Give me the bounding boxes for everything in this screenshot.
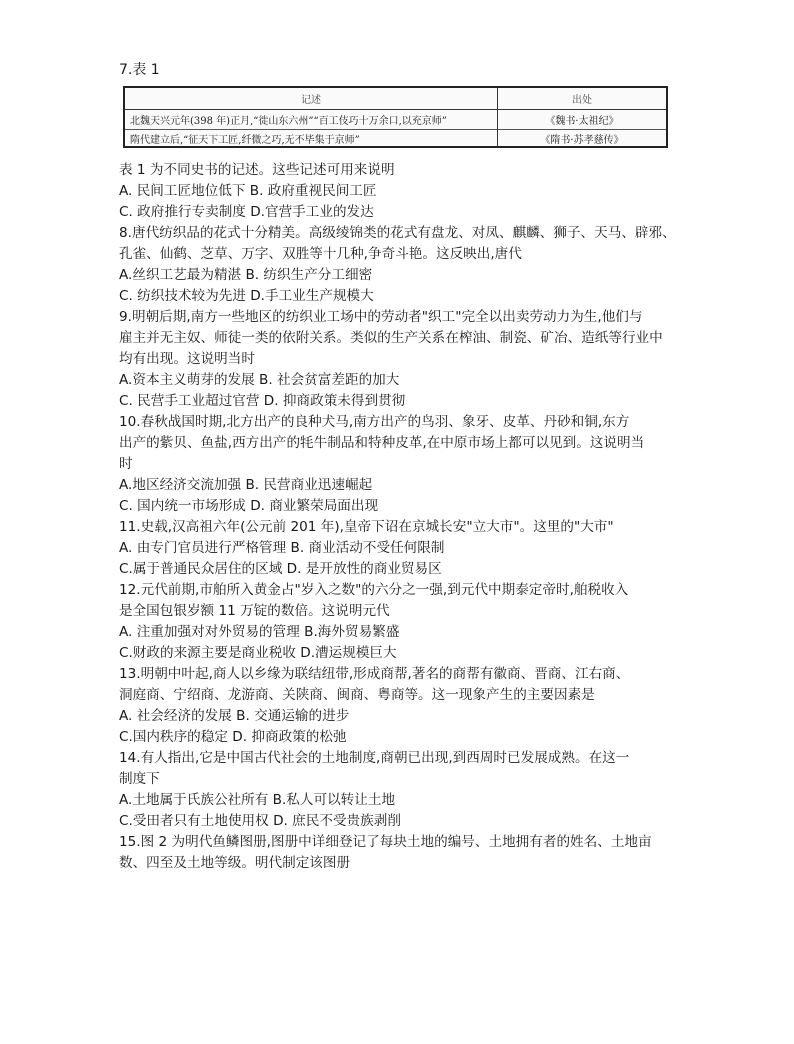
question-13-options-cd: C.国内秩序的稳定 D. 抑商政策的松弛 <box>119 729 347 745</box>
question-12-stem-line: 12.元代前期,市舶所入黄金占"岁入之数"的六分之一强,到元代中期泰定帝时,舶税收入 <box>119 582 629 598</box>
table-header-source: 出处 <box>572 95 592 106</box>
question-14-stem-line: 制度下 <box>119 771 160 787</box>
table-cell-source: 《隋书·苏孝慈传》 <box>540 134 624 146</box>
question-14-stem-line: 14.有人指出,它是中国古代社会的土地制度,商朝已出现,到西周时已发展成熟。在这一 <box>119 750 630 766</box>
question-8-stem-line: 孔雀、仙鹤、芝草、万字、双胜等十几种,争奇斗艳。这反映出,唐代 <box>119 246 522 262</box>
question-13-stem-line: 洞庭商、宁绍商、龙游商、关陕商、闽商、粤商等。这一现象产生的主要因素是 <box>119 687 595 703</box>
source-table <box>123 86 668 148</box>
question-9-stem-line: 均有出现。这说明当时 <box>119 351 255 367</box>
question-10-stem-line: 10.春秋战国时期,北方出产的良种犬马,南方出产的鸟羽、象牙、皮革、丹砂和铜,东方 <box>119 414 630 430</box>
question-13-options-ab: A. 社会经济的发展 B. 交通运输的进步 <box>119 708 350 724</box>
question-14-options-cd: C.受田者只有土地使用权 D. 庶民不受贵族剥削 <box>119 813 401 829</box>
question-14-options-ab: A.土地属于氏族公社所有 B.私人可以转让土地 <box>119 792 396 808</box>
question-10-stem-line: 时 <box>119 456 133 472</box>
question-7-options-ab: A. 民间工匠地位低下 B. 政府重视民间工匠 <box>119 183 377 199</box>
question-8-options-cd: C. 纺织技术较为先进 D.手工业生产规模大 <box>119 288 374 304</box>
question-9-stem-line: 9.明朝后期,南方一些地区的纺织业工场中的劳动者"织工"完全以出卖劳动力为生,他们与 <box>119 309 643 325</box>
question-7-options-cd: C. 政府推行专卖制度 D.官营手工业的发达 <box>119 204 374 220</box>
question-11-stem-line: 11.史载,汉高祖六年(公元前 201 年),皇帝下诏在京城长安"立大市"。这里的"大市" <box>119 519 614 535</box>
table-cell-source: 《魏书·太祖纪》 <box>545 116 619 127</box>
question-10-stem-line: 出产的紫贝、鱼盐,西方出产的牦牛制品和特种皮革,在中原市场上都可以见到。这说明当 <box>119 435 645 451</box>
table-cell-record: 隋代建立后,“征天下工匠,纤微之巧,无不毕集于京师” <box>125 129 498 147</box>
question-10-options-cd: C. 国内统一市场形成 D. 商业繁荣局面出现 <box>119 498 379 514</box>
question-9-options-cd: C. 民营手工业超过官营 D. 抑商政策未得到贯彻 <box>119 393 406 409</box>
table-row <box>125 129 666 147</box>
question-11-options-cd: C.属于普通民众居住的区域 D. 是开放性的商业贸易区 <box>119 561 442 577</box>
table-row <box>125 110 666 130</box>
table-header-record: 记述 <box>125 88 498 109</box>
question-12-options-cd: C.财政的来源主要是商业税收 D.漕运规模巨大 <box>119 645 397 661</box>
question-13-stem-line: 13.明朝中叶起,商人以乡缘为联结纽带,形成商帮,著名的商帮有徽商、晋商、江右商、 <box>119 666 630 682</box>
table-header-row <box>125 88 666 110</box>
question-7-stem: 表 1 为不同史书的记述。这些记述可用来说明 <box>119 162 395 178</box>
table-cell-record: 北魏天兴元年(398 年)正月,“徙山东六州”“百工伎巧十万余口,以充京师” <box>125 110 498 129</box>
question-8-stem-line: 8.唐代纺织品的花式十分精美。高级绫锦类的花式有盘龙、对凤、麒麟、狮子、天马、辟邪、 <box>119 225 676 241</box>
question-9-stem-line: 雇主并无主奴、师徒一类的依附关系。类似的生产关系在榨油、制瓷、矿冶、造纸等行业中 <box>119 330 663 346</box>
question-15-stem-line: 数、四至及土地等级。明代制定该图册 <box>119 855 351 871</box>
question-9-options-ab: A.资本主义萌芽的发展 B. 社会贫富差距的加大 <box>119 372 400 388</box>
question-12-stem-line: 是全国包银岁额 11 万锭的数倍。这说明元代 <box>119 603 390 619</box>
question-12-options-ab: A. 注重加强对对外贸易的管理 B.海外贸易繁盛 <box>119 624 400 640</box>
question-11-options-ab: A. 由专门官员进行严格管理 B. 商业活动不受任何限制 <box>119 540 445 556</box>
question-8-options-ab: A.丝织工艺最为精湛 B. 纺织生产分工细密 <box>119 267 373 283</box>
question-7-header: 7.表 1 <box>119 62 160 78</box>
question-15-stem-line: 15.图 2 为明代鱼鳞图册,图册中详细登记了每块土地的编号、土地拥有者的姓名、土地亩 <box>119 834 652 850</box>
question-10-options-ab: A.地区经济交流加强 B. 民营商业迅速崛起 <box>119 477 373 493</box>
